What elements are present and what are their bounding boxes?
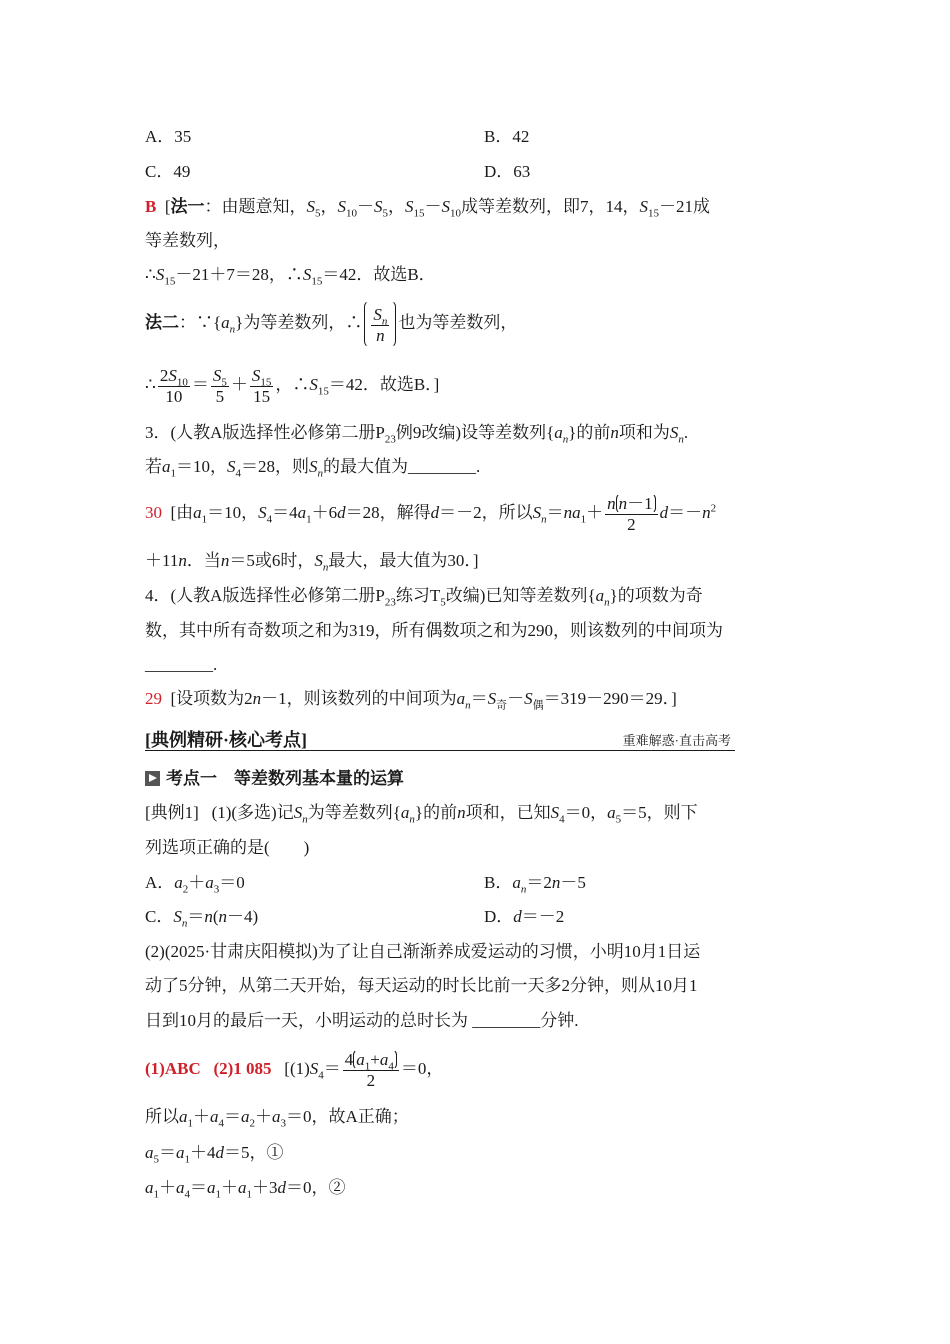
example1-p2b: 动了5分钟，从第二天开始，每天运动的时长比前一天多2分钟，则从10月1: [145, 976, 698, 995]
section-banner: [145, 726, 735, 751]
sol2-line4: 法二：$\because\{a_n\}$为等差数列，∴ $\frac{S_n}{n}$ 也为等差数列，: [145, 300, 517, 348]
method2-label: 法二: [145, 313, 179, 332]
method1-label: 法一: [170, 197, 205, 216]
q4-answer: 29: [145, 689, 162, 708]
example1-p1b: 列选项正确的是( ): [145, 838, 310, 857]
method1-text: ：由题意知，$S_5$，$S_{10}-S_5$，$S_{15}-S_{10}$成等差数列，即7，14，$S_{15}-21$成: [204, 197, 711, 220]
answer-part1: (1)ABC: [145, 1059, 201, 1078]
choice-a: A．35: [145, 127, 192, 146]
sol-line3: $a_5=a_1+4d=5$，①: [145, 1143, 284, 1166]
example1-choice-c: C．$S_n=n(n-4)$: [145, 907, 259, 930]
q3-answer: 30: [145, 503, 162, 522]
sol2-line3: $\therefore S_{15}-21+7=28$，$\therefore S_{15}=42$．故选B．: [145, 265, 436, 288]
example1-sol: (1)ABC (2)1 085 [$(1)S_4=$ $\frac{4 a_1+a_4}{2}$ ＝0，: [145, 1049, 444, 1090]
play-triangle-icon: [145, 771, 160, 786]
banner-title: [典例精研·核心考点]: [145, 730, 307, 750]
banner-subtitle: 重难解惑·直击高考: [622, 733, 731, 748]
q4-stem3: ________.: [145, 655, 218, 674]
example1-choice-a: A．$a_2+a_3=0$: [145, 873, 245, 896]
answer-part2: (2)1 085: [213, 1059, 272, 1078]
sol2-answer: B: [145, 197, 157, 216]
example1-p1: [典例1] (1)(多选)记$S_n$为等差数列$\{a_n\}$的前n项和，已知$S_4=0$，$a_5=5$，则下: [145, 803, 698, 826]
sol2-line1: B [法一：由题意知，$S_5$，$S_{10}-S_5$，$S_{15}-S_{10}$成等差数列，即7，14，$S_{15}-21$成: [145, 197, 711, 220]
choice-d: D．63: [484, 162, 531, 181]
choice-b: B．42: [484, 127, 530, 146]
q4-sol: 29 [设项数为2n－1，则该数列的中间项为$a_n=S_奇-S_偶=319-290=29$．]: [145, 689, 677, 712]
sol-line4: $a_1+a_4=a_1+a_1+3d=0$，②: [145, 1178, 346, 1201]
choice-c: C．49: [145, 162, 191, 181]
q3-sol2: ＋11n．当n＝5或6时，$S_n$最大，最大值为30．]: [145, 551, 479, 574]
example1-choice-b: B．$a_n=2n-5$: [484, 873, 586, 896]
q3-sol: 30 [由$a_1=10$，$S_4=4a_1+6d=28$，解得d＝－2，所以$S_n=na_1+$ $\frac{\text{n n－1}}{2}$ $d=-n^2$: [145, 493, 717, 534]
example1-choice-d: D．d＝－2: [484, 907, 565, 926]
q3-stem2: 若$a_1=10$，$S_4=28$，则$S_n$的最大值为________.: [145, 457, 481, 480]
example1-p2: (2)(2025·甘肃庆阳模拟)为了让自己渐渐养成爱运动的习惯，小明10月1日运: [145, 942, 701, 961]
sol-line2: 所以$a_1+a_4=a_2+a_3=0$，故A正确；: [145, 1107, 409, 1130]
sol2-line2: 等差数列，: [145, 231, 230, 250]
sol2-line5: ∴ $\frac{2S_{10}}{10}$ ＝ $\frac{S_5}{5}$ ＋ $\frac{S_{15}}{15}$ ，$\therefore S_{15}=42$．故选B．]: [145, 365, 440, 406]
q4-stem: 4．(人教A版选择性必修第二册$P_{23}$练习$T_5$改编)已知等差数列$\{a_n\}$的项数为奇: [145, 586, 703, 609]
example1-p2c: 日到10月的最后一天，小明运动的总时长为 ________分钟.: [145, 1011, 579, 1030]
section-title: 考点一 等差数列基本量的运算: [145, 768, 404, 790]
q3-stem: 3．(人教A版选择性必修第二册$P_{23}$例9改编)设等差数列$\{a_n\}$的前n项和为$S_n$.: [145, 423, 689, 446]
q4-stem2: 数，其中所有奇数项之和为319，所有偶数项之和为290，则该数列的中间项为: [145, 621, 723, 640]
